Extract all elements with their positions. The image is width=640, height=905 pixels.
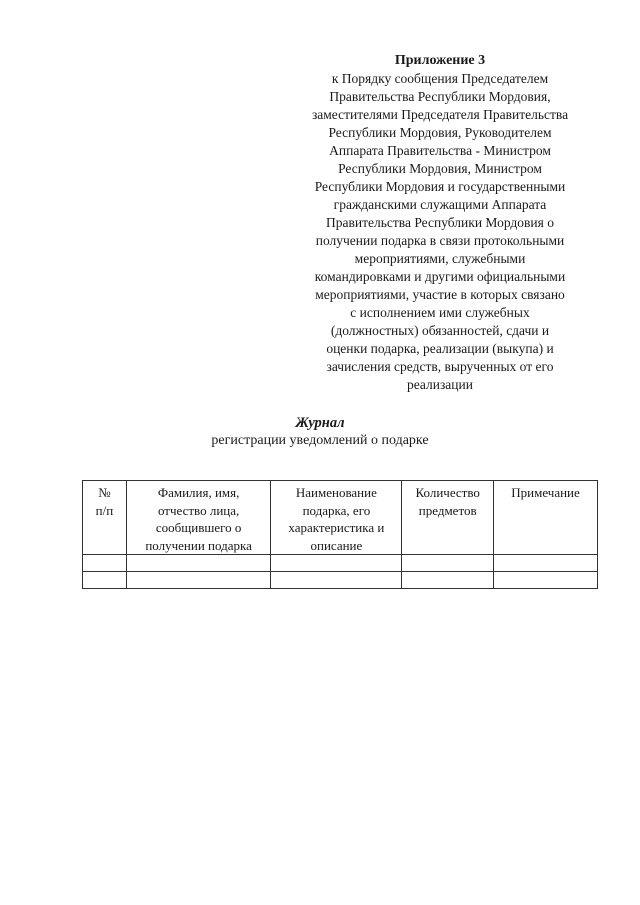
header-line: описание (310, 537, 363, 553)
header-gift-name (271, 481, 402, 555)
table-cell (494, 555, 598, 572)
table-cell (271, 555, 402, 572)
table-header-row (83, 481, 598, 555)
journal-subtitle: регистрации уведомлений о подарке (211, 433, 429, 448)
header-line: № (98, 485, 111, 500)
appendix-title: Приложение 3 (394, 53, 486, 68)
appendix-line: оценки подарка, реализации (выкупа) и (326, 341, 554, 356)
header-line: п/п (95, 502, 114, 518)
header-line: получении подарка (145, 537, 252, 553)
appendix-line: с исполнением ими служебных (350, 305, 530, 320)
gift-register-table (82, 480, 598, 589)
appendix-line: Республики Мордовия, Министром (338, 161, 542, 176)
table-row (83, 572, 598, 589)
header-line: характеристика и (288, 520, 385, 535)
appendix-line: (должностных) обязанностей, сдачи и (330, 323, 550, 338)
header-line: предметов (418, 502, 477, 518)
appendix-line: командировками и другими официальными (314, 269, 566, 284)
table-cell (83, 572, 127, 589)
header-line: сообщившего о (155, 520, 242, 535)
header-line: Фамилия, имя, (157, 485, 240, 500)
appendix-line: Правительства Республики Мордовия, (329, 89, 551, 104)
appendix-line: зачисления средств, вырученных от его (326, 359, 554, 374)
header-note (494, 481, 598, 555)
appendix-line: мероприятиями, участие в которых связано (315, 287, 565, 302)
appendix-line: мероприятиями, служебными (354, 251, 526, 266)
table-cell (271, 572, 402, 589)
appendix-line: к Порядку сообщения Председателем (331, 71, 549, 86)
table-cell (126, 555, 271, 572)
header-line: Примечание (511, 485, 580, 500)
header-number (83, 481, 127, 555)
table-cell (83, 555, 127, 572)
appendix-line: Республики Мордовия, Руководителем (328, 125, 552, 140)
appendix-line: Республики Мордовия и государственными (314, 179, 566, 194)
appendix-line: Аппарата Правительства - Министром (329, 143, 551, 158)
journal-title: Журнал (295, 415, 345, 431)
header-full-name (126, 481, 271, 555)
appendix-line: реализации (407, 377, 473, 392)
header-line: Наименование (295, 485, 377, 500)
table-cell (126, 572, 271, 589)
table-cell (402, 572, 494, 589)
table-cell (402, 555, 494, 572)
header-quantity (402, 481, 494, 555)
table-row (83, 555, 598, 572)
appendix-line: получении подарка в связи протокольными (315, 233, 565, 248)
appendix-line: Правительства Республики Мордовия о (326, 215, 554, 230)
appendix-block (292, 52, 588, 394)
header-line: подарка, его (302, 502, 371, 518)
header-line: Количество (415, 485, 480, 500)
table-cell (494, 572, 598, 589)
appendix-line: заместителями Председателя Правительства (311, 107, 569, 122)
header-line: отчество лица, (157, 502, 240, 518)
appendix-line: гражданскими служащими Аппарата (333, 197, 547, 212)
